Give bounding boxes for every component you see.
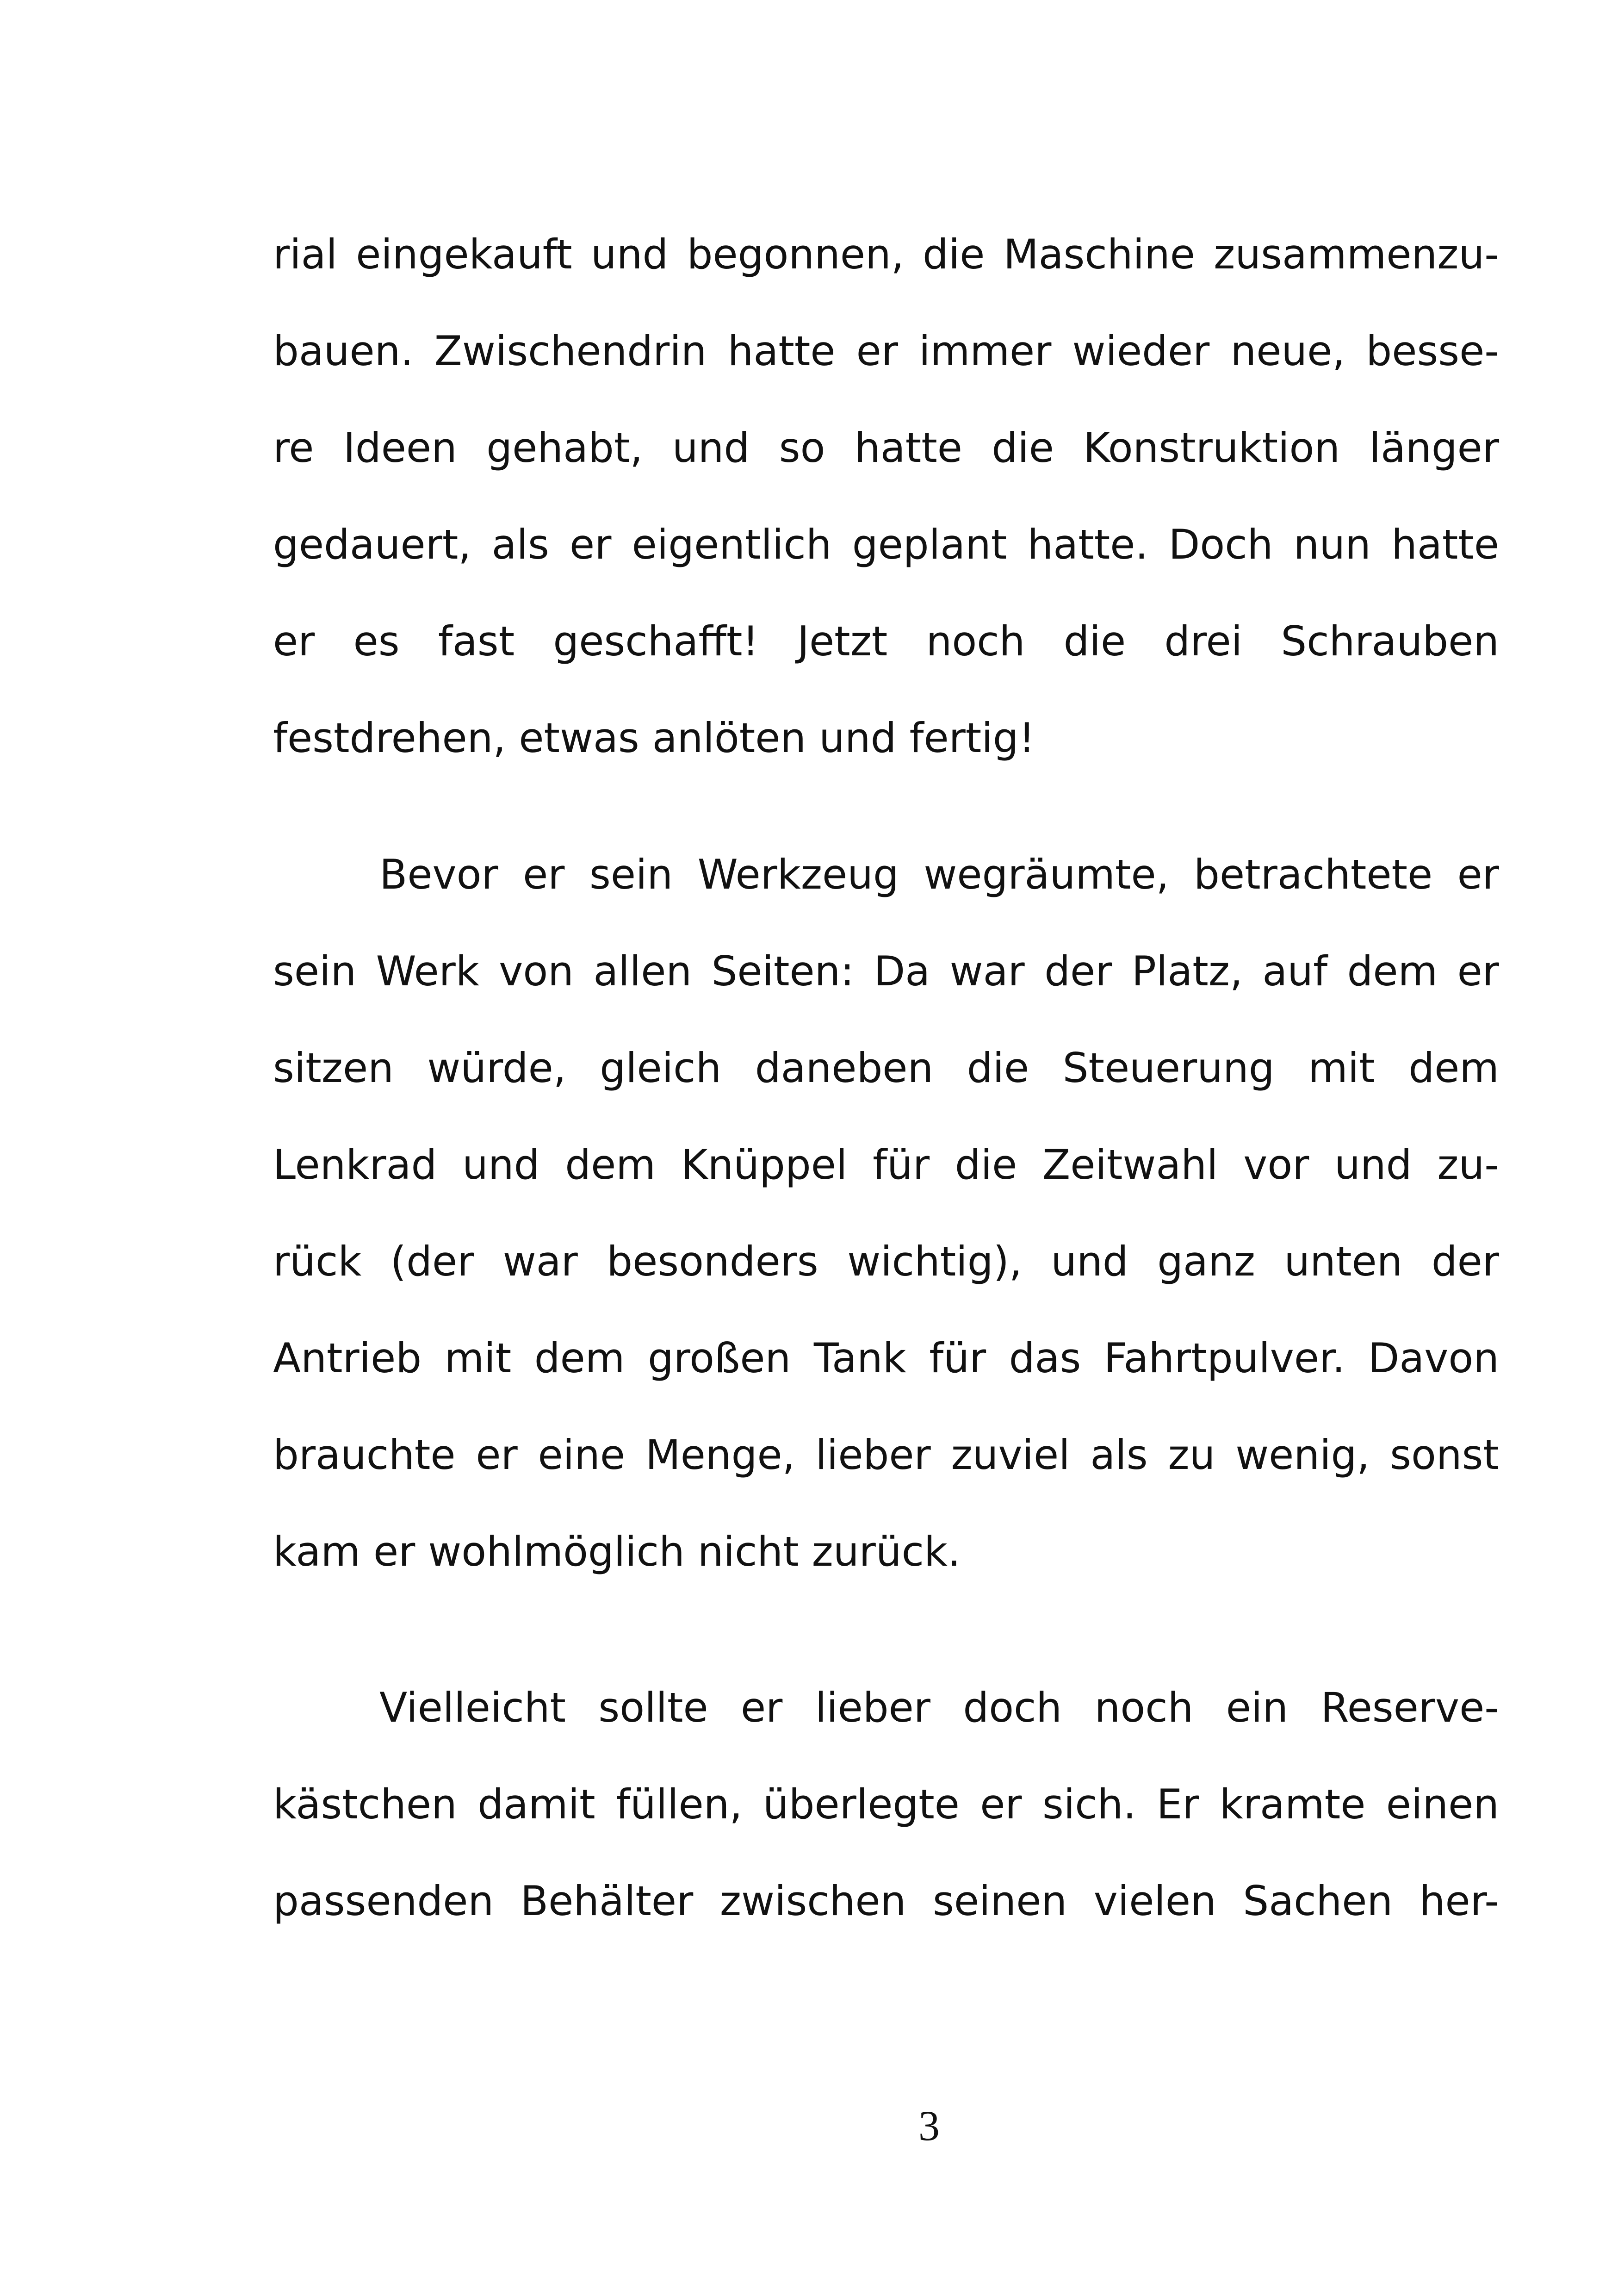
text-line: passenden Behälter zwischen seinen vielen Sachen her- [273,1877,1499,1925]
text-line: sitzen würde, gleich daneben die Steuerung mit dem [273,1044,1499,1092]
text-line: sein Werk von allen Seiten: Da war der Platz, auf dem er [273,947,1499,995]
text-line: re Ideen gehabt, und so hatte die Konstruktion länger [273,424,1499,472]
text-line: festdrehen, etwas anlöten und fertig! [273,714,1035,762]
text-line: Lenkrad und dem Knüppel für die Zeitwahl vor und zu- [273,1141,1499,1188]
text-line: er es fast geschafft! Jetzt noch die drei Schrauben [273,617,1499,665]
text-line: rück (der war besonders wichtig), und ganz unten der [273,1238,1499,1285]
text-line: Vielleicht sollte er lieber doch noch ein Reserve- [379,1684,1499,1731]
text-line: gedauert, als er eigentlich geplant hatte. Doch nun hatte [273,521,1499,568]
page-number: 3 [918,2102,940,2149]
text-line: kam er wohlmöglich nicht zurück. [273,1528,961,1575]
text-line: kästchen damit füllen, überlegte er sich. Er kramte einen [273,1780,1499,1828]
text-line: Bevor er sein Werkzeug wegräumte, betrachtete er [379,851,1499,898]
text-line: brauchte er eine Menge, lieber zuviel als zu wenig, sonst [273,1431,1499,1479]
text-line: Antrieb mit dem großen Tank für das Fahrtpulver. Davon [273,1334,1499,1382]
text-line: bauen. Zwischendrin hatte er immer wieder neue, besse- [273,327,1499,375]
text-line: rial eingekauft und begonnen, die Maschine zusammenzu- [273,230,1499,278]
